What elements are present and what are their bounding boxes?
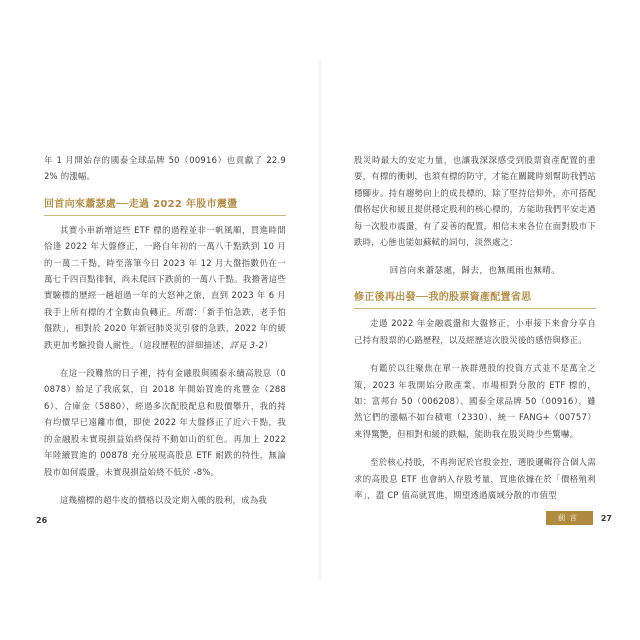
left-page-number: 26 [36,516,48,525]
left-text-column [44,152,286,508]
right-intro-text: 股災時最大的安定力量，也讓我深深感受到股票資產配置的重要，有標的衝刺，也須有標的防守，才能在關鍵時刻幫助我們站穩腳步。持有趨勢向上的成長標的，除了堅持信仰外，亦可搭配價格起伏和緩且提供穩定股利的核心標的，方能助我們平安走過每一次股市震盪，有了妥善的配置，相信未來各位在面對股市下跌時，心態也能如蘇軾的詞句，淡然處之： [354,155,596,248]
right-page-number: 27 [600,513,612,523]
poem-quote: 回首向來蕭瑟處，歸去，也無風雨也無晴。 [389,265,561,276]
right-paragraph-3: 至於核心持股，不再拘泥於官股金控，選股邏輯符合個人需求的高股息 ETF 也會納入存股考量，買進依據在於「價格殖利率」，盡 CP 值高就買進，期望透過廣域分散的市值型 [354,457,596,501]
left-paragraph-1 [44,222,286,353]
left-heading-rule [44,215,286,216]
section-tag: 前言 [546,511,593,525]
cross-reference: 詳見 3-2 [229,339,265,350]
left-paragraph-3: 這幾檔標的超牛皮的價格以及定期入帳的股利，成為我 [60,494,267,505]
left-paragraph-1-tail: ） [264,339,273,350]
left-intro-text: 年 1 月開始存的國泰全球品牌 50（00916）也貢獻了 22.92% 的漲幅。 [44,155,286,182]
left-paragraph-2: 在這一段難熬的日子裡，持有金融股與國泰永續高股息（00878）給足了我底氣，自 2018 年開始買進的兆豐金（2886）、合庫金（5880），經過多次配股配息和股價攀升，我的持有均價早已遠離市價，即使 2022 年大盤修正了近六千點，我的金融股未實現損益始終保持不動如山的紅色。再加上 2022 年陸續買進的 00878 充分展現高股息 ETF 耐跌的特性，無論股市如何震盪，未實現損益始終不低於 -8%。 [44,368,286,477]
right-text-column [354,152,596,504]
right-page [320,0,640,640]
right-folio [546,511,612,525]
right-section-heading: 修正後再出發──我的股票資產配置省思 [354,292,532,304]
left-section-heading: 回首向來蕭瑟處──走過 2022 年股市震盪 [44,198,238,210]
left-paragraph-1-text: 其實小車新增這些 ETF 標的過程並非一帆風順，買進時間恰逢 2022 年大盤修正，一路自年初的一萬八千點跌到 10 月的一萬二千點，時至落筆今日 2023 年 12 月大盤指數仍在一萬七千四百點徘徊，尚未爬回下跌前的一萬八千點。我擔著這些實驗標的歷經一趟超過一年的大怒神之旅，直到 2023 年 6 月我手上所有標的才全數由負轉正。所謂：「新手怕急跌，老手怕盤跌」，相對於 2020 年新冠肺炎災引發的急跌，2022 年的緩跌更加考驗投資人耐性。（這段歷程的詳細描述， [44,224,286,350]
right-paragraph-2: 有鑑於以往聚焦在單一族群選股的投資方式並不是萬全之策，2023 年我開始分散產業、市場相對分散的 ETF 標的，如：富邦台 50（006208）、國泰全球品牌 50（00916），雖然它們的漲幅不如台積電（2330）、統一 FANG+（00757）來得驚艷，但相對和緩的跌幅，能助我在股災時少些驚嚇。 [354,363,596,439]
right-heading-rule [354,308,596,309]
right-paragraph-1: 走過 2022 年金融震盪和大盤修正，小車接下來會分享自己持有股票的心路歷程，以及經歷這次股災後的感悟與修正。 [354,318,596,345]
